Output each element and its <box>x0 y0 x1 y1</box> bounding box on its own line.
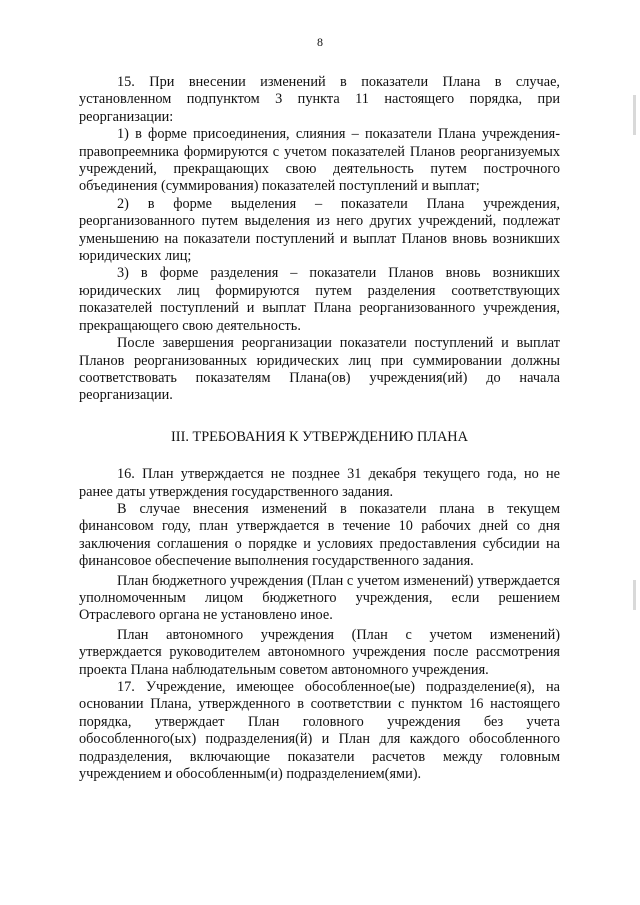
paragraph-15-item-1: 1) в форме присоединения, слияния – показатели Плана учреждения-правопреемника формируются с учетом показателей Планов реорганизуемых учреждений, прекращающих свою деятельность путем построчного объединения (суммирования) показателей поступлений и выплат; <box>79 126 560 195</box>
document-body <box>79 74 560 783</box>
paragraph-autonomous-institution: План автономного учреждения (План с учетом изменений) утверждается руководителем автономного учреждения после рассмотрения проекта Плана наблюдательным советом автономного учреждения. <box>79 626 560 678</box>
scan-edge-mark <box>633 580 636 610</box>
section-heading: III. ТРЕБОВАНИЯ К УТВЕРЖДЕНИЮ ПЛАНА <box>171 428 468 445</box>
paragraph-changes: В случае внесения изменений в показатели плана в текущем финансовом году, план утверждается в течение 10 рабочих дней со дня заключения соглашения о порядке и условиях предоставления субсидии на финансовое обеспечение выполнения государственного задания. <box>79 500 560 570</box>
page-number: 8 <box>317 35 323 49</box>
paragraph-budget-institution: План бюджетного учреждения (План с учетом изменений) утверждается уполномоченным лицом бюджетного учреждения, если решением Отраслевого органа не установлено иное. <box>79 572 560 624</box>
paragraph-16: 16. План утверждается не позднее 31 декабря текущего года, но не ранее даты утверждения государственного задания. <box>79 466 560 500</box>
paragraph-15-item-3: 3) в форме разделения – показатели Планов вновь возникших юридических лиц формируются путем разделения соответствующих показателей поступлений и выплат Плана реорганизованного учреждения, прекращающего свою деятельность. <box>79 265 560 334</box>
paragraph-17: 17. Учреждение, имеющее обособленное(ые) подразделение(я), на основании Плана, утвержденного в соответствии с пунктом 16 настоящего порядка, утверждает План головного учреждения без учета обособленного(ых) подразделения(й) и План для каждого обособленного подразделения, включающие показатели расчетов между головным учреждением и обособленным(и) подразделением(ями). <box>79 679 560 783</box>
paragraph-15-item-2: 2) в форме выделения – показатели Плана учреждения, реорганизованного путем выделения из него других учреждений, подлежат уменьшению на показатели поступлений и выплат Планов вновь возникших юридических лиц; <box>79 195 560 265</box>
paragraph-after-reorganization: После завершения реорганизации показатели поступлений и выплат Планов реорганизованных юридических лиц при суммировании должны соответствовать показателям Плана(ов) учреждения(ий) до начала реорганизации. <box>79 335 560 404</box>
paragraph-15: 15. При внесении изменений в показатели Плана в случае, установленном подпунктом 3 пункта 11 настоящего порядка, при реорганизации: <box>79 74 560 125</box>
scan-edge-mark <box>633 95 636 135</box>
